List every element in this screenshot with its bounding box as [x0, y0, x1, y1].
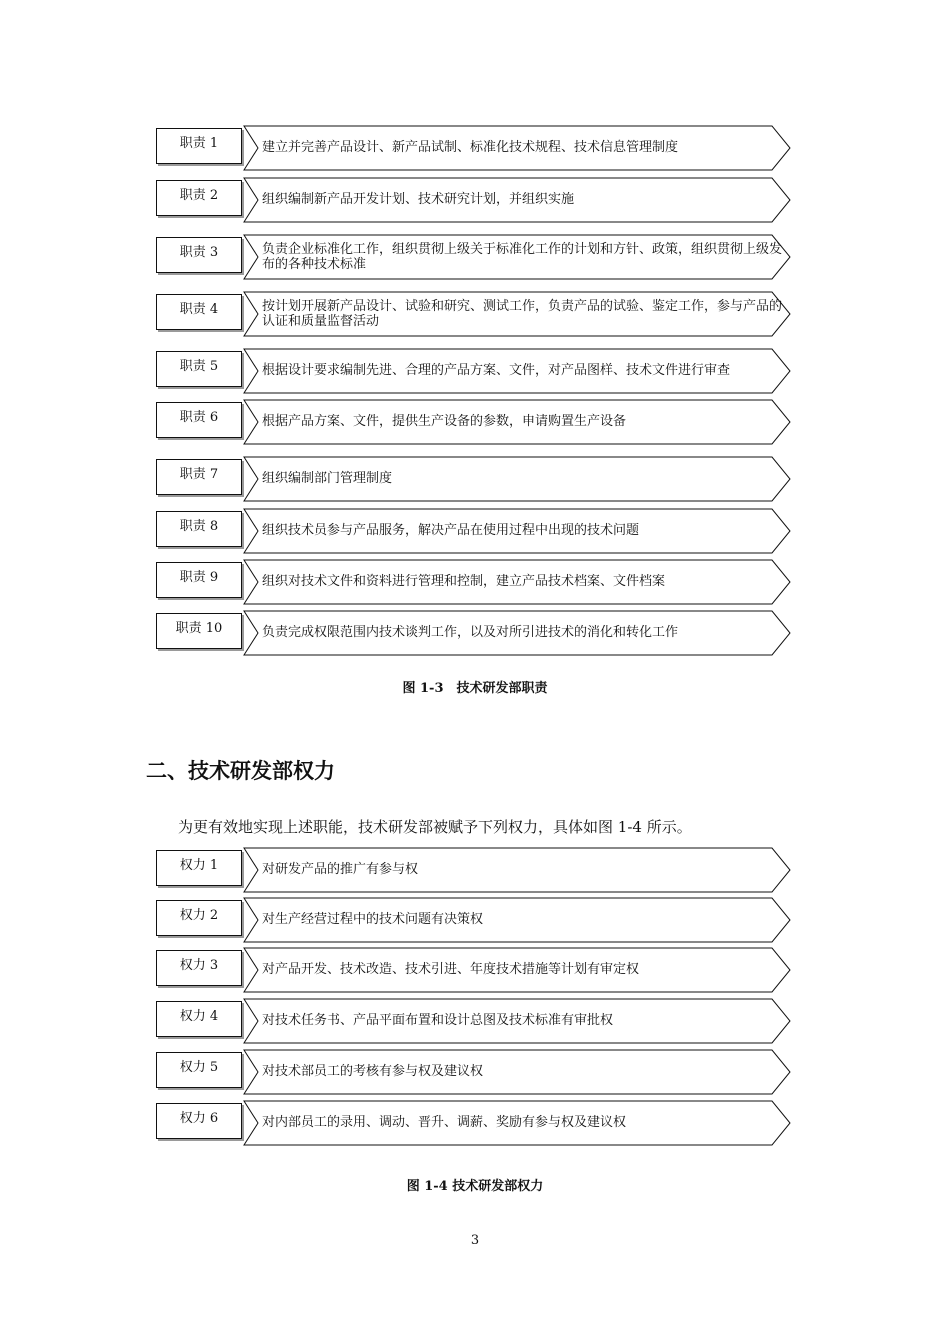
duty-arrow-shape [242, 348, 792, 394]
duty-text: 根据设计要求编制先进、合理的产品方案、文件，对产品图样、技术文件进行审查 [262, 363, 731, 378]
duty-label: 职责 8 [156, 511, 242, 547]
duty-arrow-shape [242, 234, 792, 280]
figure-1-3-caption: 图 1-3 技术研发部职责 [402, 681, 548, 696]
duty-label: 职责 2 [156, 180, 242, 216]
duty-row [156, 559, 792, 605]
power-row [156, 847, 792, 893]
power-text: 对生产经营过程中的技术问题有决策权 [262, 912, 484, 927]
power-arrow-shape [242, 1100, 792, 1146]
power-label: 权力 4 [156, 1001, 242, 1037]
duty-row [156, 291, 792, 337]
intro-paragraph: 为更有效地实现上述职能，技术研发部被赋予下列权力，具体如图 1-4 所示。 [178, 818, 692, 836]
duty-arrow-shape [242, 559, 792, 605]
power-arrow-shape [242, 947, 792, 993]
power-label: 权力 3 [156, 950, 242, 986]
duty-label: 职责 4 [156, 294, 242, 330]
duty-label: 职责 5 [156, 351, 242, 387]
duty-arrow-shape [242, 125, 792, 171]
power-text: 对研发产品的推广有参与权 [262, 862, 419, 877]
power-text: 对内部员工的录用、调动、晋升、调薪、奖励有参与权及建议权 [262, 1115, 627, 1130]
duty-text: 建立并完善产品设计、新产品试制、标准化技术规程、技术信息管理制度 [262, 140, 679, 155]
duty-text: 组织对技术文件和资料进行管理和控制，建立产品技术档案、文件档案 [262, 574, 666, 589]
power-row [156, 1100, 792, 1146]
page-number: 3 [470, 1233, 480, 1248]
power-arrow-shape [242, 998, 792, 1044]
power-text: 对技术部员工的考核有参与权及建议权 [262, 1064, 484, 1079]
duty-row [156, 234, 792, 280]
duty-row [156, 610, 792, 656]
duty-arrow-shape [242, 399, 792, 445]
duty-text: 负责企业标准化工作，组织贯彻上级关于标准化工作的计划和方针、政策，组织贯彻上级发布的各种技术标准 [262, 242, 783, 272]
duty-text: 组织编制新产品开发计划、技术研究计划，并组织实施 [262, 192, 575, 207]
duty-row [156, 508, 792, 554]
duty-row [156, 125, 792, 171]
figure-1-4-caption: 图 1-4 技术研发部权力 [406, 1179, 544, 1194]
power-row [156, 947, 792, 993]
duty-row [156, 177, 792, 223]
duty-arrow-shape [242, 177, 792, 223]
duty-text: 根据产品方案、文件，提供生产设备的参数，申请购置生产设备 [262, 414, 627, 429]
duty-label: 职责 7 [156, 459, 242, 495]
duty-arrow-shape [242, 456, 792, 502]
power-arrow-shape [242, 847, 792, 893]
power-row [156, 897, 792, 943]
duty-row [156, 348, 792, 394]
power-row [156, 998, 792, 1044]
section-heading: 二、技术研发部权力 [146, 759, 335, 783]
power-label: 权力 5 [156, 1052, 242, 1088]
duty-text: 组织编制部门管理制度 [262, 471, 393, 486]
power-label: 权力 6 [156, 1103, 242, 1139]
power-text: 对技术任务书、产品平面布置和设计总图及技术标准有审批权 [262, 1013, 614, 1028]
duty-text: 组织技术员参与产品服务，解决产品在使用过程中出现的技术问题 [262, 523, 640, 538]
duty-label: 职责 9 [156, 562, 242, 598]
duty-row [156, 399, 792, 445]
duty-arrow-shape [242, 610, 792, 656]
duty-label: 职责 10 [156, 613, 242, 649]
power-arrow-shape [242, 1049, 792, 1095]
power-label: 权力 1 [156, 850, 242, 886]
duty-text: 负责完成权限范围内技术谈判工作，以及对所引进技术的消化和转化工作 [262, 625, 679, 640]
duty-label: 职责 3 [156, 237, 242, 273]
duty-label: 职责 1 [156, 128, 242, 164]
duty-arrow-shape [242, 291, 792, 337]
power-text: 对产品开发、技术改造、技术引进、年度技术措施等计划有审定权 [262, 962, 640, 977]
duty-text: 按计划开展新产品设计、试验和研究、测试工作，负责产品的试验、鉴定工作，参与产品的认证和质量监督活动 [262, 299, 783, 329]
power-row [156, 1049, 792, 1095]
duty-label: 职责 6 [156, 402, 242, 438]
duty-row [156, 456, 792, 502]
power-arrow-shape [242, 897, 792, 943]
duty-arrow-shape [242, 508, 792, 554]
power-label: 权力 2 [156, 900, 242, 936]
